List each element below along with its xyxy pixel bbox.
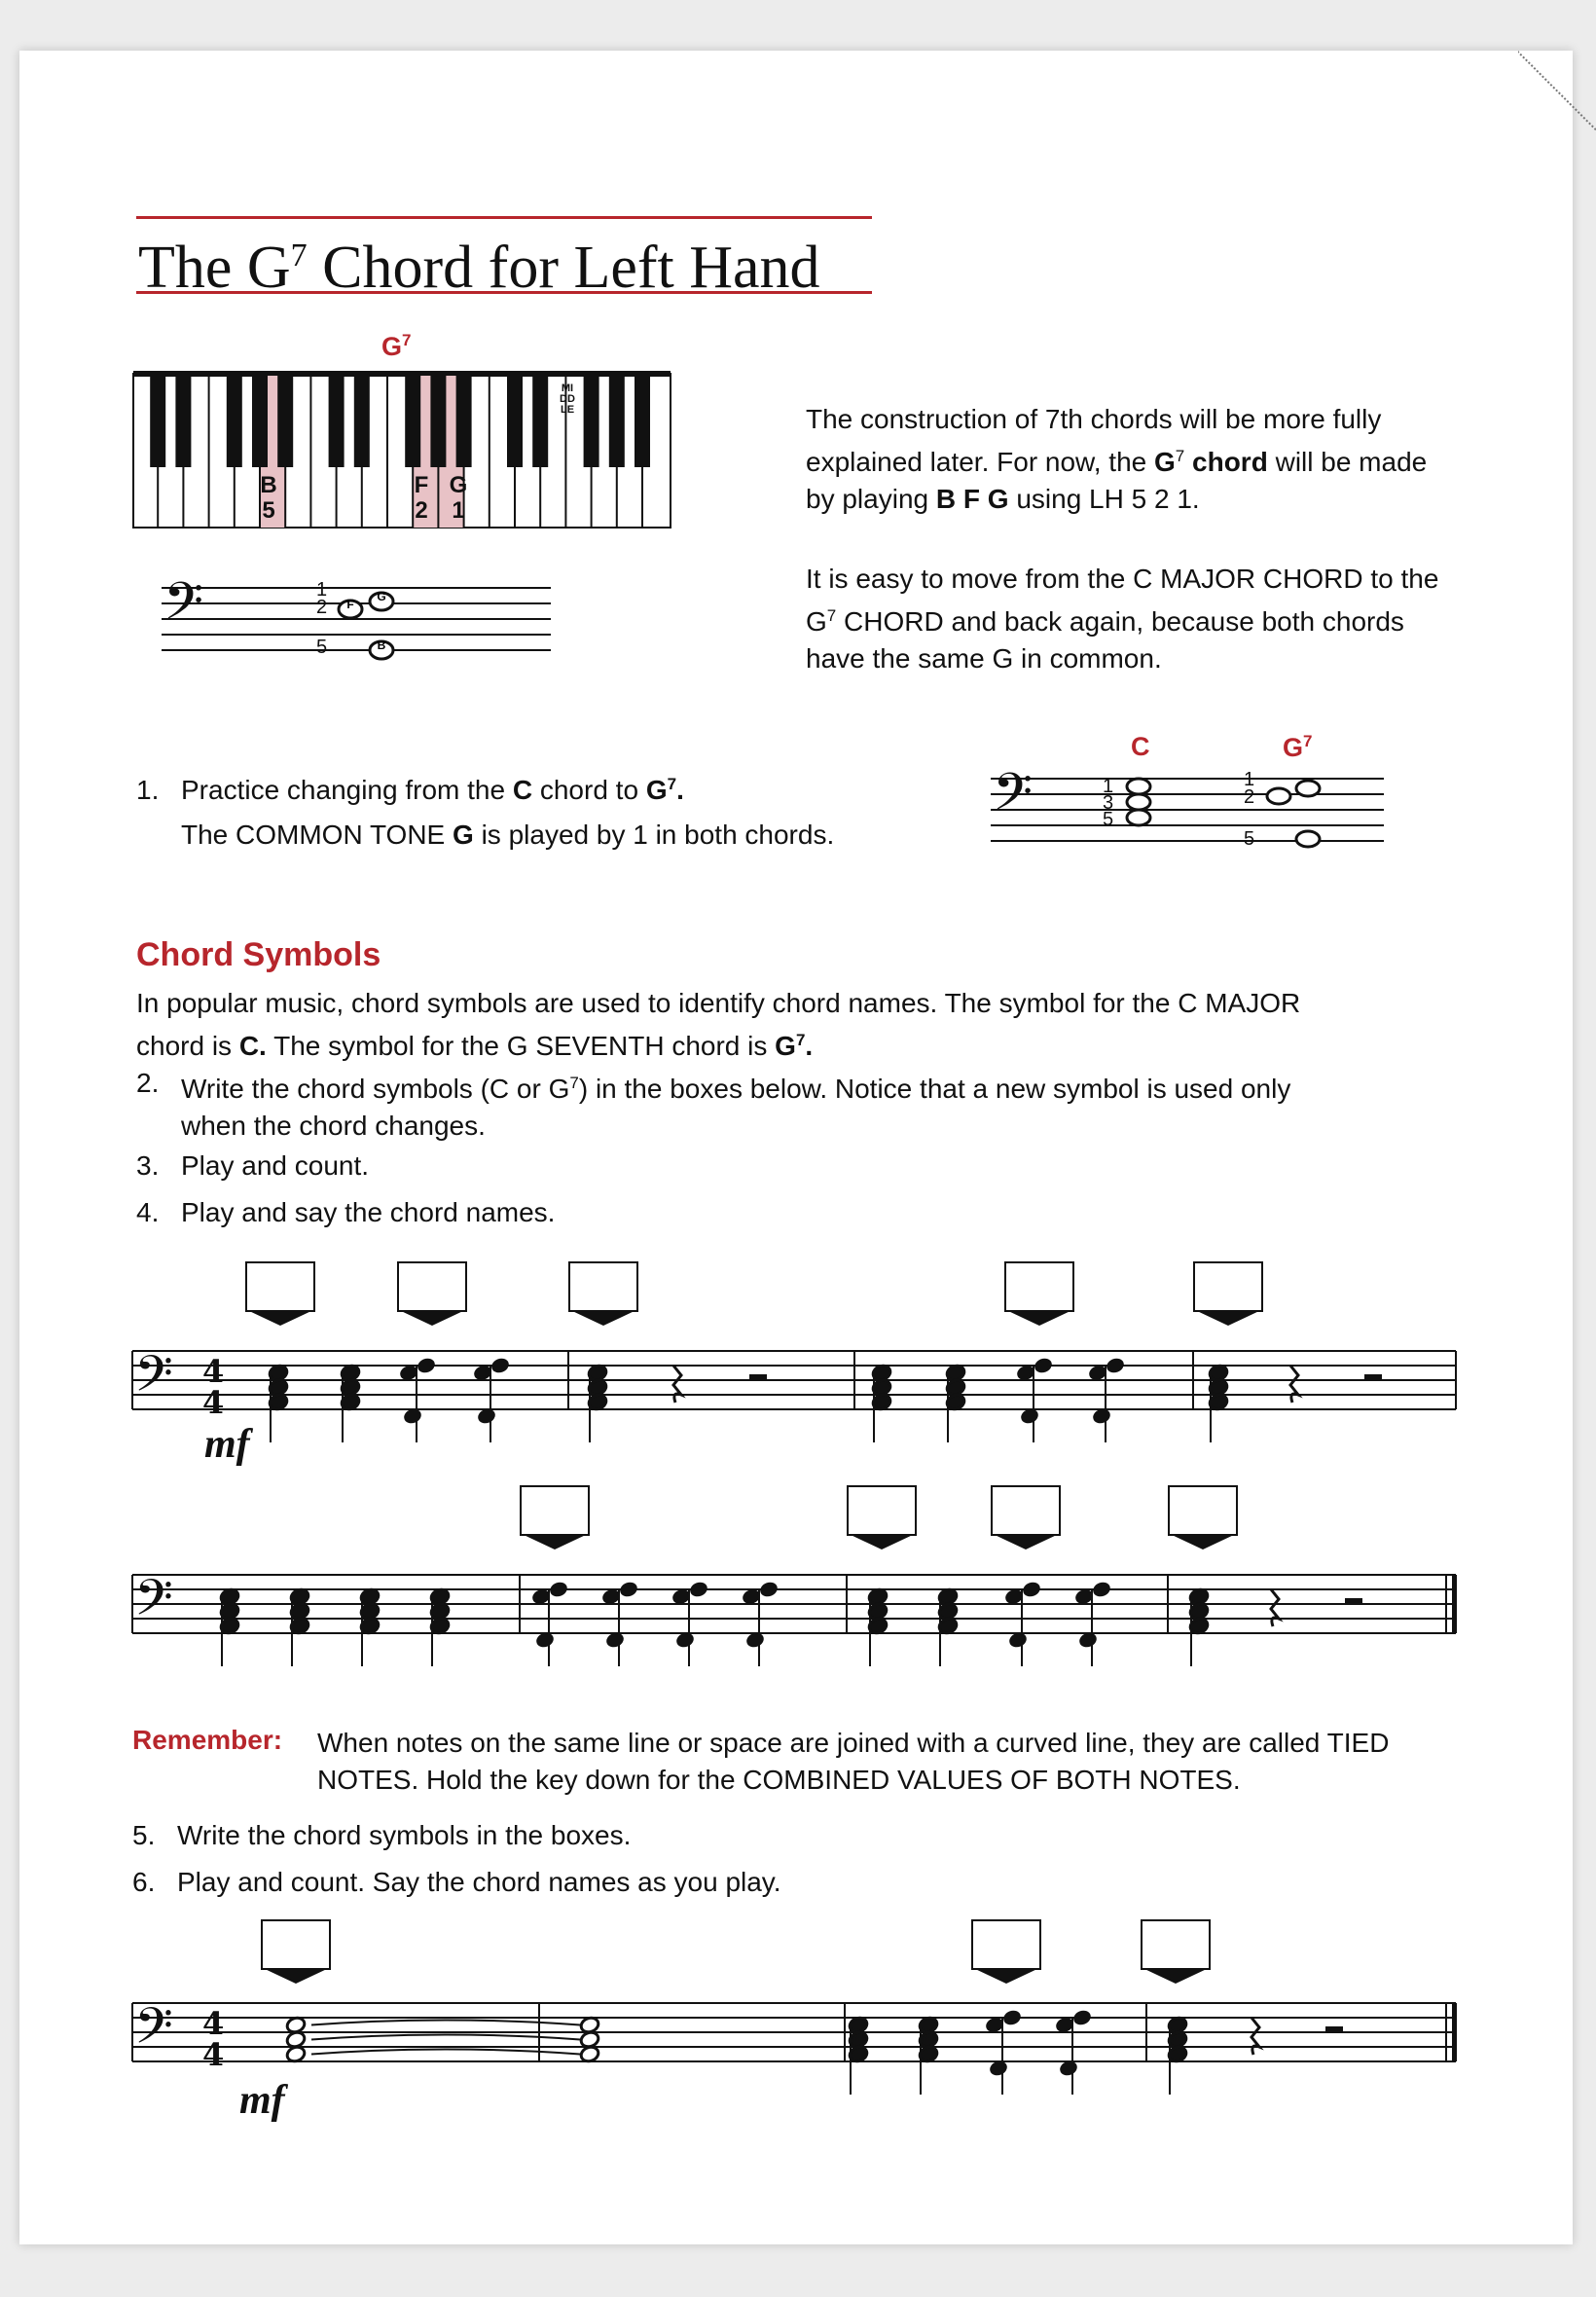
c-chord-note: [1188, 1587, 1210, 1666]
dynamic-marking: mf: [204, 1422, 250, 1467]
chord-symbol-answer-box[interactable]: [397, 1261, 467, 1322]
step-1-line-2: The COMMON TONE G is played by 1 in both chords.: [181, 820, 835, 850]
fingering-1: 1: [316, 579, 328, 601]
g7-chord-note: [530, 1580, 569, 1666]
music-staff-line-2: [132, 1567, 1462, 1674]
fingering-2: 2: [316, 597, 328, 618]
chord-symbol-answer-box[interactable]: [245, 1261, 315, 1322]
g7-chord-note: [1073, 1580, 1112, 1666]
chord-symbol-answer-box[interactable]: [971, 1919, 1041, 1980]
step-5: 5. Write the chord symbols in the boxes.: [132, 1820, 632, 1850]
chord-symbols-paragraph: In popular music, chord symbols are used to identify chord names. The symbol for the C MAJOR chord is C. The symbol for the G SEVENTH chord is $G^7$.: [136, 988, 1301, 1061]
bass-clef-icon: 𝄢: [134, 1996, 173, 2067]
g7-chord-note: [671, 1580, 709, 1666]
c-to-g7-staff: [991, 763, 1384, 862]
page-fold-corner: [1518, 51, 1596, 148]
g7-fingering-1: 1: [1244, 769, 1255, 790]
key-g-label: G 1: [449, 472, 468, 524]
intro-paragraph-1: The construction of 7th chords will be more fully explained later. For now, the $G^7$ chord will be made by playing B F G using LH 5 2 1.: [806, 404, 1428, 514]
rest-mark: [1345, 1598, 1362, 1604]
intro-paragraph-2: It is easy to move from the C MAJOR CHORD to the $G^7$ CHORD and back again, because both chords have the same G in common.: [806, 564, 1439, 674]
step-2: 2. Write the chord symbols (C or $G^7$) in the boxes below. Notice that a new symbol is used only when the chord changes.: [136, 1068, 1291, 1141]
g7-chord-note: [472, 1356, 511, 1442]
time-signature-top: 4: [202, 2005, 225, 2042]
final-barline: [1452, 1575, 1457, 1633]
time-signature-bottom: 4: [202, 1384, 225, 1421]
c-chord-note: [1167, 2016, 1188, 2095]
note-letter-b: B: [377, 638, 386, 652]
rest-mark: [1364, 1374, 1382, 1380]
g7-chord-label: $G^7$: [1283, 732, 1313, 762]
c-chord-note: [289, 1587, 310, 1666]
g7-chord-note: [741, 1580, 780, 1666]
chord-symbol-answer-box[interactable]: [1141, 1919, 1211, 1980]
dynamic-marking-2: mf: [239, 2078, 285, 2123]
c-chord-note: [848, 2016, 869, 2095]
rest-mark: [1290, 1366, 1298, 1403]
g7-chord-note: [600, 1580, 639, 1666]
note-letter-f: F: [346, 598, 354, 611]
fingering-5: 5: [316, 637, 328, 658]
c-chord-fingering: 1 3 5: [1103, 776, 1114, 830]
g7-chord-note: [398, 1356, 437, 1442]
bass-clef-icon: 𝄢: [134, 1568, 173, 1639]
c-chord-note: [219, 1587, 240, 1666]
note-letter-g: G: [377, 590, 386, 603]
step-1-line-1: 1. Practice changing from the C chord to $G^7$.: [136, 775, 684, 805]
chord-symbol-answer-box[interactable]: [568, 1261, 638, 1322]
page-title: The $G^7$ Chord for Left Hand: [136, 216, 872, 294]
c-chord-note: [587, 1364, 608, 1442]
music-staff-line-1: [132, 1343, 1462, 1450]
g7-fingering-5: 5: [1244, 828, 1255, 850]
piano-keyboard: [132, 370, 673, 531]
key-b-label: B 5: [260, 472, 277, 524]
chord-symbol-answer-box[interactable]: [1004, 1261, 1074, 1322]
c-chord-note: [918, 2016, 939, 2095]
c-chord-note: [340, 1364, 361, 1442]
c-chord-note: [268, 1364, 289, 1442]
chord-symbol-answer-box[interactable]: [1168, 1485, 1238, 1546]
c-chord-note: [285, 2016, 307, 2063]
c-chord-note: [579, 2016, 600, 2063]
c-chord-note: [867, 1587, 889, 1666]
remember-text: When notes on the same line or space are joined with a curved line, they are called TIED NOTES. Hold the key down for the COMBINED VALUES OF BOTH NOTES.: [317, 1728, 1390, 1795]
bass-clef-icon: 𝄢: [134, 1344, 173, 1415]
rest-mark: [1325, 2026, 1343, 2032]
chord-symbol-answer-box[interactable]: [520, 1485, 590, 1546]
keyboard-chord-label: $G^7$: [381, 331, 412, 361]
step-3: 3. Play and count.: [136, 1150, 370, 1181]
chord-symbol-answer-box[interactable]: [847, 1485, 917, 1546]
g7-chord-notes: [331, 584, 409, 662]
c-chord-note: [945, 1364, 966, 1442]
g7-chord-note: [1087, 1356, 1126, 1442]
remember-label: Remember:: [132, 1725, 283, 1755]
step-6: 6. Play and count. Say the chord names as you play.: [132, 1867, 781, 1897]
final-barline: [1452, 2003, 1457, 2061]
bass-clef-icon: 𝄢: [163, 572, 204, 644]
g7-chord-note: [1003, 1580, 1042, 1666]
music-staff-line-3: [132, 1995, 1462, 2102]
c-chord-note: [1208, 1364, 1229, 1442]
rest-mark: [749, 1374, 767, 1380]
rest-mark: [1271, 1589, 1279, 1626]
middle-label: MIDDLE: [560, 383, 575, 416]
chord-symbol-answer-box[interactable]: [991, 1485, 1061, 1546]
g7-chord-note: [984, 2008, 1023, 2095]
c-chord-note: [429, 1587, 451, 1666]
g7-chord-note: [1015, 1356, 1054, 1442]
c-chord-note: [871, 1364, 892, 1442]
rest-mark: [673, 1366, 681, 1403]
g7-fingering-2: 2: [1244, 786, 1255, 808]
step-4: 4. Play and say the chord names.: [136, 1197, 556, 1227]
chord-symbol-answer-box[interactable]: [261, 1919, 331, 1980]
c-chord-note: [937, 1587, 959, 1666]
rest-mark: [1251, 2018, 1259, 2055]
key-f-label: F 2: [414, 472, 429, 524]
bass-clef-icon: 𝄢: [993, 763, 1034, 835]
time-signature-bottom: 4: [202, 2036, 225, 2073]
chord-symbol-answer-box[interactable]: [1193, 1261, 1263, 1322]
g7-chord-note: [1054, 2008, 1093, 2095]
chord-symbols-heading: Chord Symbols: [136, 936, 381, 973]
time-signature-top: 4: [202, 1353, 225, 1390]
c-chord-label: C: [1131, 732, 1150, 761]
c-chord-note: [359, 1587, 381, 1666]
